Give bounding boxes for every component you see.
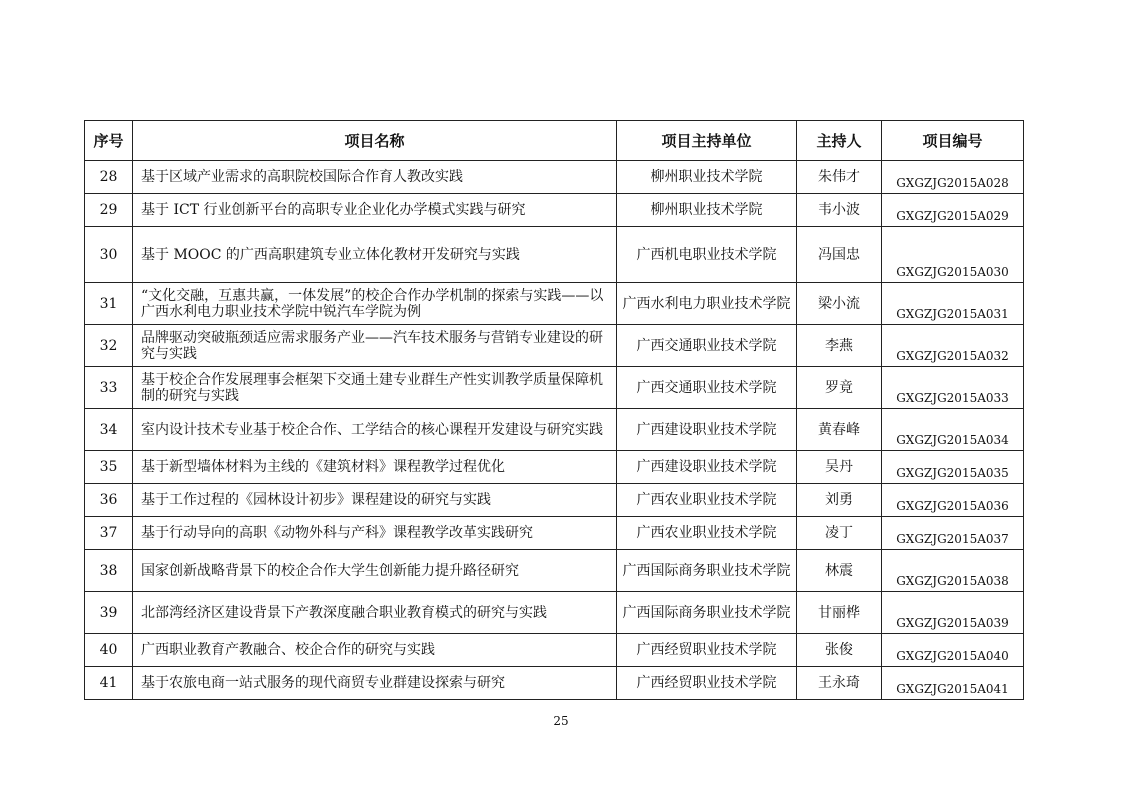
page-number: 25 [553, 714, 569, 728]
table-row [85, 367, 1024, 409]
project-code-cell: GXGZJG2015A039 [882, 592, 1024, 634]
project-name-cell: 基于农旅电商一站式服务的现代商贸专业群建设探索与研究 [133, 667, 617, 700]
host-unit-cell: 广西农业职业技术学院 [617, 484, 797, 517]
seq-cell: 39 [85, 592, 133, 634]
header-project-code: 项目编号 [882, 121, 1024, 161]
host-unit-cell: 广西农业职业技术学院 [617, 517, 797, 550]
header-seq: 序号 [85, 121, 133, 161]
host-person-cell: 甘丽桦 [797, 592, 882, 634]
host-unit-cell: 广西建设职业技术学院 [617, 451, 797, 484]
project-code-cell: GXGZJG2015A028 [882, 161, 1024, 194]
host-unit-cell: 柳州职业技术学院 [617, 161, 797, 194]
seq-cell: 37 [85, 517, 133, 550]
project-name-cell: 国家创新战略背景下的校企合作大学生创新能力提升路径研究 [133, 550, 617, 592]
host-unit-cell: 广西国际商务职业技术学院 [617, 592, 797, 634]
project-name-cell: 基于校企合作发展理事会框架下交通土建专业群生产性实训教学质量保障机制的研究与实践 [133, 367, 617, 409]
project-name-cell: 基于新型墙体材料为主线的《建筑材料》课程教学过程优化 [133, 451, 617, 484]
host-person-cell: 刘勇 [797, 484, 882, 517]
seq-cell: 30 [85, 227, 133, 283]
header-project-name: 项目名称 [133, 121, 617, 161]
project-table [84, 120, 1024, 700]
table-row [85, 550, 1024, 592]
host-person-cell: 吴丹 [797, 451, 882, 484]
seq-cell: 34 [85, 409, 133, 451]
table-row [85, 484, 1024, 517]
table-row [85, 194, 1024, 227]
project-code-cell: GXGZJG2015A041 [882, 667, 1024, 700]
project-name-cell: 室内设计技术专业基于校企合作、工学结合的核心课程开发建设与研究实践 [133, 409, 617, 451]
project-code-cell: GXGZJG2015A040 [882, 634, 1024, 667]
host-unit-cell: 柳州职业技术学院 [617, 194, 797, 227]
host-person-cell: 梁小流 [797, 283, 882, 325]
table-row [85, 161, 1024, 194]
host-unit-cell: 广西经贸职业技术学院 [617, 667, 797, 700]
project-code-cell: GXGZJG2015A029 [882, 194, 1024, 227]
project-code-cell: GXGZJG2015A034 [882, 409, 1024, 451]
seq-cell: 32 [85, 325, 133, 367]
table-row [85, 325, 1024, 367]
seq-cell: 40 [85, 634, 133, 667]
seq-cell: 28 [85, 161, 133, 194]
host-person-cell: 林震 [797, 550, 882, 592]
host-person-cell: 李燕 [797, 325, 882, 367]
project-name-cell: 品牌驱动突破瓶颈适应需求服务产业——汽车技术服务与营销专业建设的研究与实践 [133, 325, 617, 367]
project-name-cell: 基于行动导向的高职《动物外科与产科》课程教学改革实践研究 [133, 517, 617, 550]
seq-cell: 41 [85, 667, 133, 700]
seq-cell: 31 [85, 283, 133, 325]
header-host-unit: 项目主持单位 [617, 121, 797, 161]
table-row [85, 517, 1024, 550]
project-name-cell: 基于 MOOC 的广西高职建筑专业立体化教材开发研究与实践 [133, 227, 617, 283]
host-person-cell: 凌丁 [797, 517, 882, 550]
project-name-cell: 北部湾经济区建设背景下产教深度融合职业教育模式的研究与实践 [133, 592, 617, 634]
host-unit-cell: 广西交通职业技术学院 [617, 367, 797, 409]
seq-cell: 33 [85, 367, 133, 409]
host-unit-cell: 广西经贸职业技术学院 [617, 634, 797, 667]
table-row [85, 409, 1024, 451]
table-row [85, 592, 1024, 634]
host-person-cell: 王永琦 [797, 667, 882, 700]
header-host-person: 主持人 [797, 121, 882, 161]
table-row [85, 227, 1024, 283]
project-name-cell: 基于工作过程的《园林设计初步》课程建设的研究与实践 [133, 484, 617, 517]
table-body [85, 161, 1024, 700]
host-person-cell: 冯国忠 [797, 227, 882, 283]
seq-cell: 36 [85, 484, 133, 517]
project-name-cell: 基于 ICT 行业创新平台的高职专业企业化办学模式实践与研究 [133, 194, 617, 227]
project-code-cell: GXGZJG2015A032 [882, 325, 1024, 367]
host-unit-cell: 广西交通职业技术学院 [617, 325, 797, 367]
project-name-cell: 广西职业教育产教融合、校企合作的研究与实践 [133, 634, 617, 667]
seq-cell: 38 [85, 550, 133, 592]
seq-cell: 35 [85, 451, 133, 484]
host-unit-cell: 广西水利电力职业技术学院 [617, 283, 797, 325]
host-person-cell: 韦小波 [797, 194, 882, 227]
host-person-cell: 罗竟 [797, 367, 882, 409]
table-row [85, 283, 1024, 325]
table-header-row [85, 121, 1024, 161]
table-row [85, 667, 1024, 700]
host-person-cell: 张俊 [797, 634, 882, 667]
table-row [85, 451, 1024, 484]
project-code-cell: GXGZJG2015A037 [882, 517, 1024, 550]
table-row [85, 634, 1024, 667]
project-code-cell: GXGZJG2015A030 [882, 227, 1024, 283]
seq-cell: 29 [85, 194, 133, 227]
host-unit-cell: 广西建设职业技术学院 [617, 409, 797, 451]
project-code-cell: GXGZJG2015A036 [882, 484, 1024, 517]
project-code-cell: GXGZJG2015A031 [882, 283, 1024, 325]
project-code-cell: GXGZJG2015A035 [882, 451, 1024, 484]
host-unit-cell: 广西国际商务职业技术学院 [617, 550, 797, 592]
project-name-cell: “文化交融，互惠共赢，一体发展”的校企合作办学机制的探索与实践——以广西水利电力职业技术学院中锐汽车学院为例 [133, 283, 617, 325]
project-code-cell: GXGZJG2015A033 [882, 367, 1024, 409]
host-person-cell: 黄春峰 [797, 409, 882, 451]
project-code-cell: GXGZJG2015A038 [882, 550, 1024, 592]
project-name-cell: 基于区域产业需求的高职院校国际合作育人教改实践 [133, 161, 617, 194]
host-unit-cell: 广西机电职业技术学院 [617, 227, 797, 283]
host-person-cell: 朱伟才 [797, 161, 882, 194]
